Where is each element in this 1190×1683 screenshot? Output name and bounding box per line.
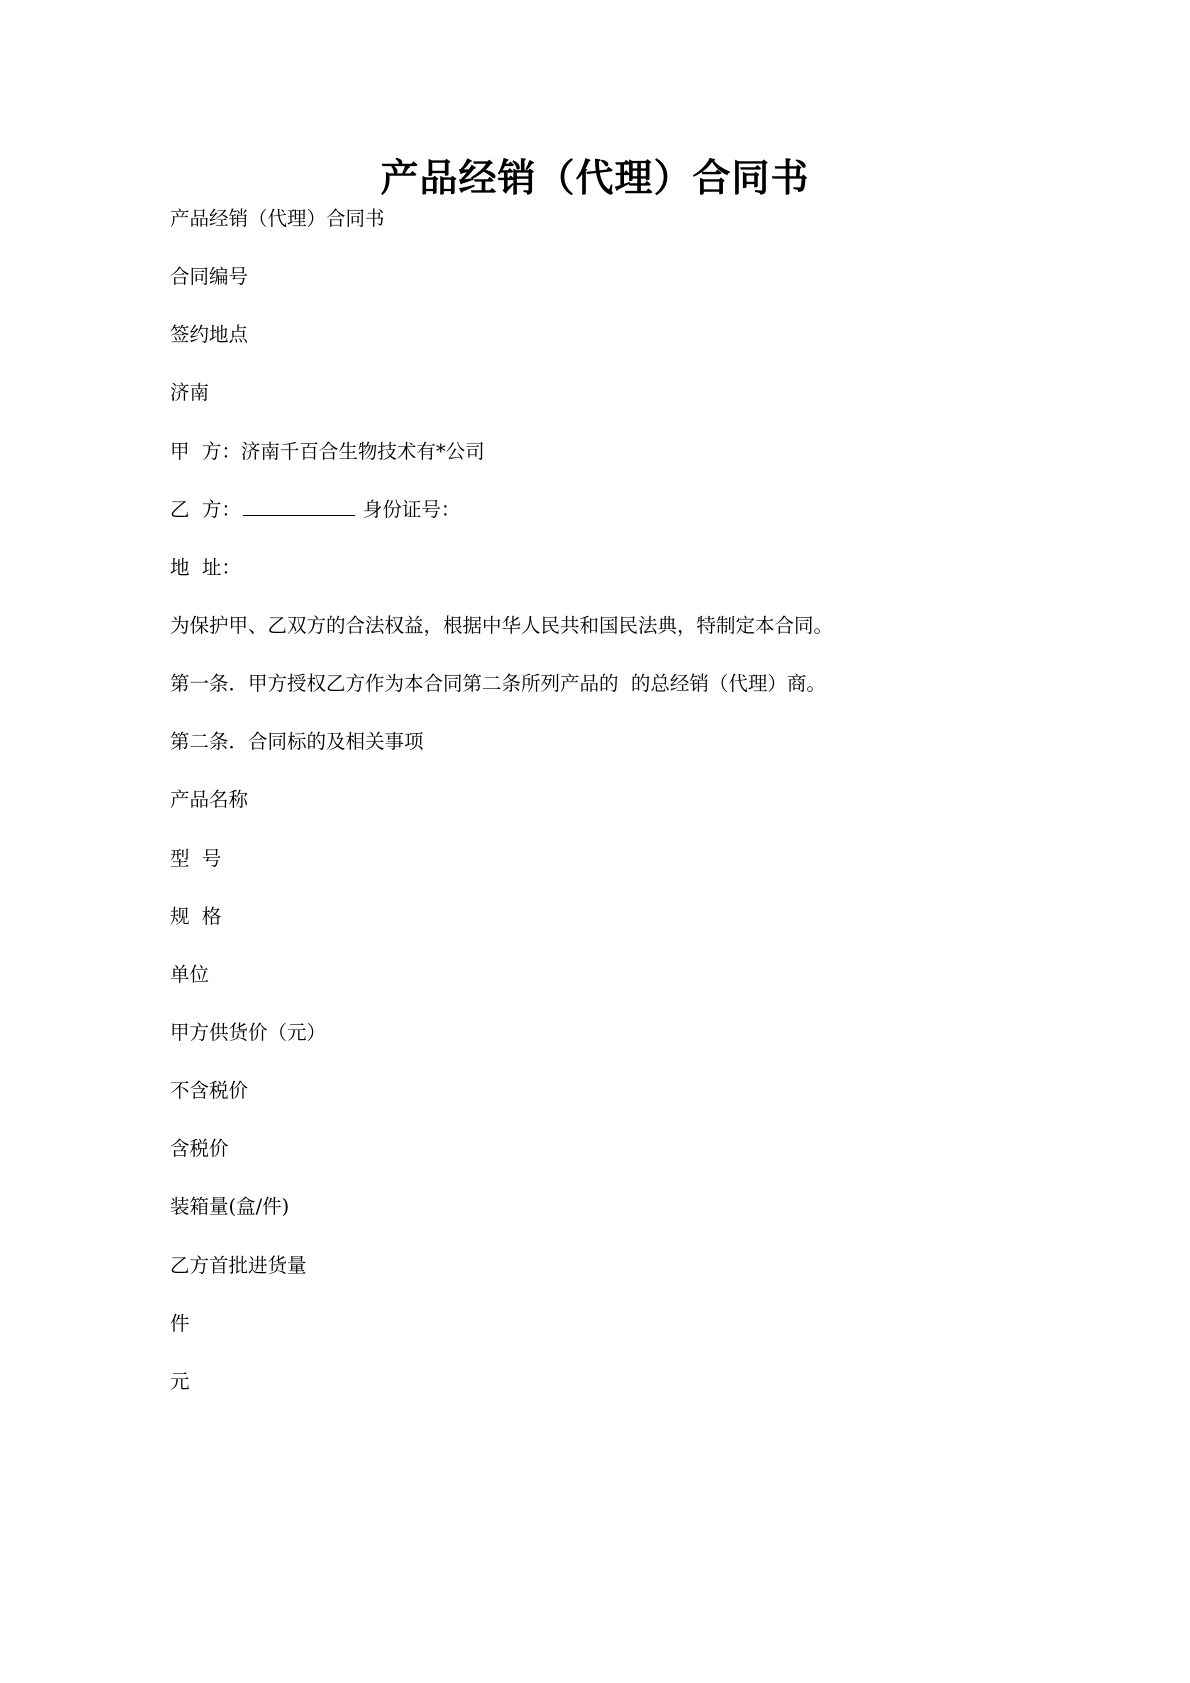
article-2-heading: 第二条．合同标的及相关事项 <box>170 730 424 754</box>
party-b-label: 乙 方： <box>170 497 241 521</box>
unit-piece: 件 <box>170 1311 190 1335</box>
document-body <box>170 190 1030 1411</box>
field-price-incl-tax: 含税价 <box>170 1137 229 1161</box>
field-packing-qty: 装箱量(盒/件) <box>170 1195 290 1219</box>
field-spec: 规 格 <box>170 904 222 928</box>
contract-number-label: 合同编号 <box>170 265 249 289</box>
party-b-name-blank <box>243 497 355 516</box>
unit-yuan: 元 <box>170 1369 190 1393</box>
field-first-order-qty: 乙方首批进货量 <box>170 1253 307 1277</box>
article-1: 第一条．甲方授权乙方作为本合同第二条所列产品的 的总经销（代理）商。 <box>170 672 826 696</box>
subtitle-line: 产品经销（代理）合同书 <box>170 207 385 230</box>
document-title: 产品经销（代理）合同书 <box>380 155 810 200</box>
field-supply-price: 甲方供货价（元） <box>170 1020 327 1044</box>
id-number-label: 身份证号： <box>362 497 461 521</box>
field-price-excl-tax: 不含税价 <box>170 1079 249 1103</box>
party-a-line: 甲 方：济南千百合生物技术有*公司 <box>170 439 485 463</box>
field-unit: 单位 <box>170 962 210 986</box>
signing-place-value: 济南 <box>170 381 210 405</box>
preamble: 为保护甲、乙双方的合法权益，根据中华人民共和国民法典，特制定本合同。 <box>170 613 834 637</box>
field-product-name: 产品名称 <box>170 788 249 812</box>
signing-place-label: 签约地点 <box>170 323 249 347</box>
address-label: 地 址： <box>170 555 241 579</box>
party-b-line <box>170 481 1030 539</box>
field-model: 型 号 <box>170 846 222 870</box>
